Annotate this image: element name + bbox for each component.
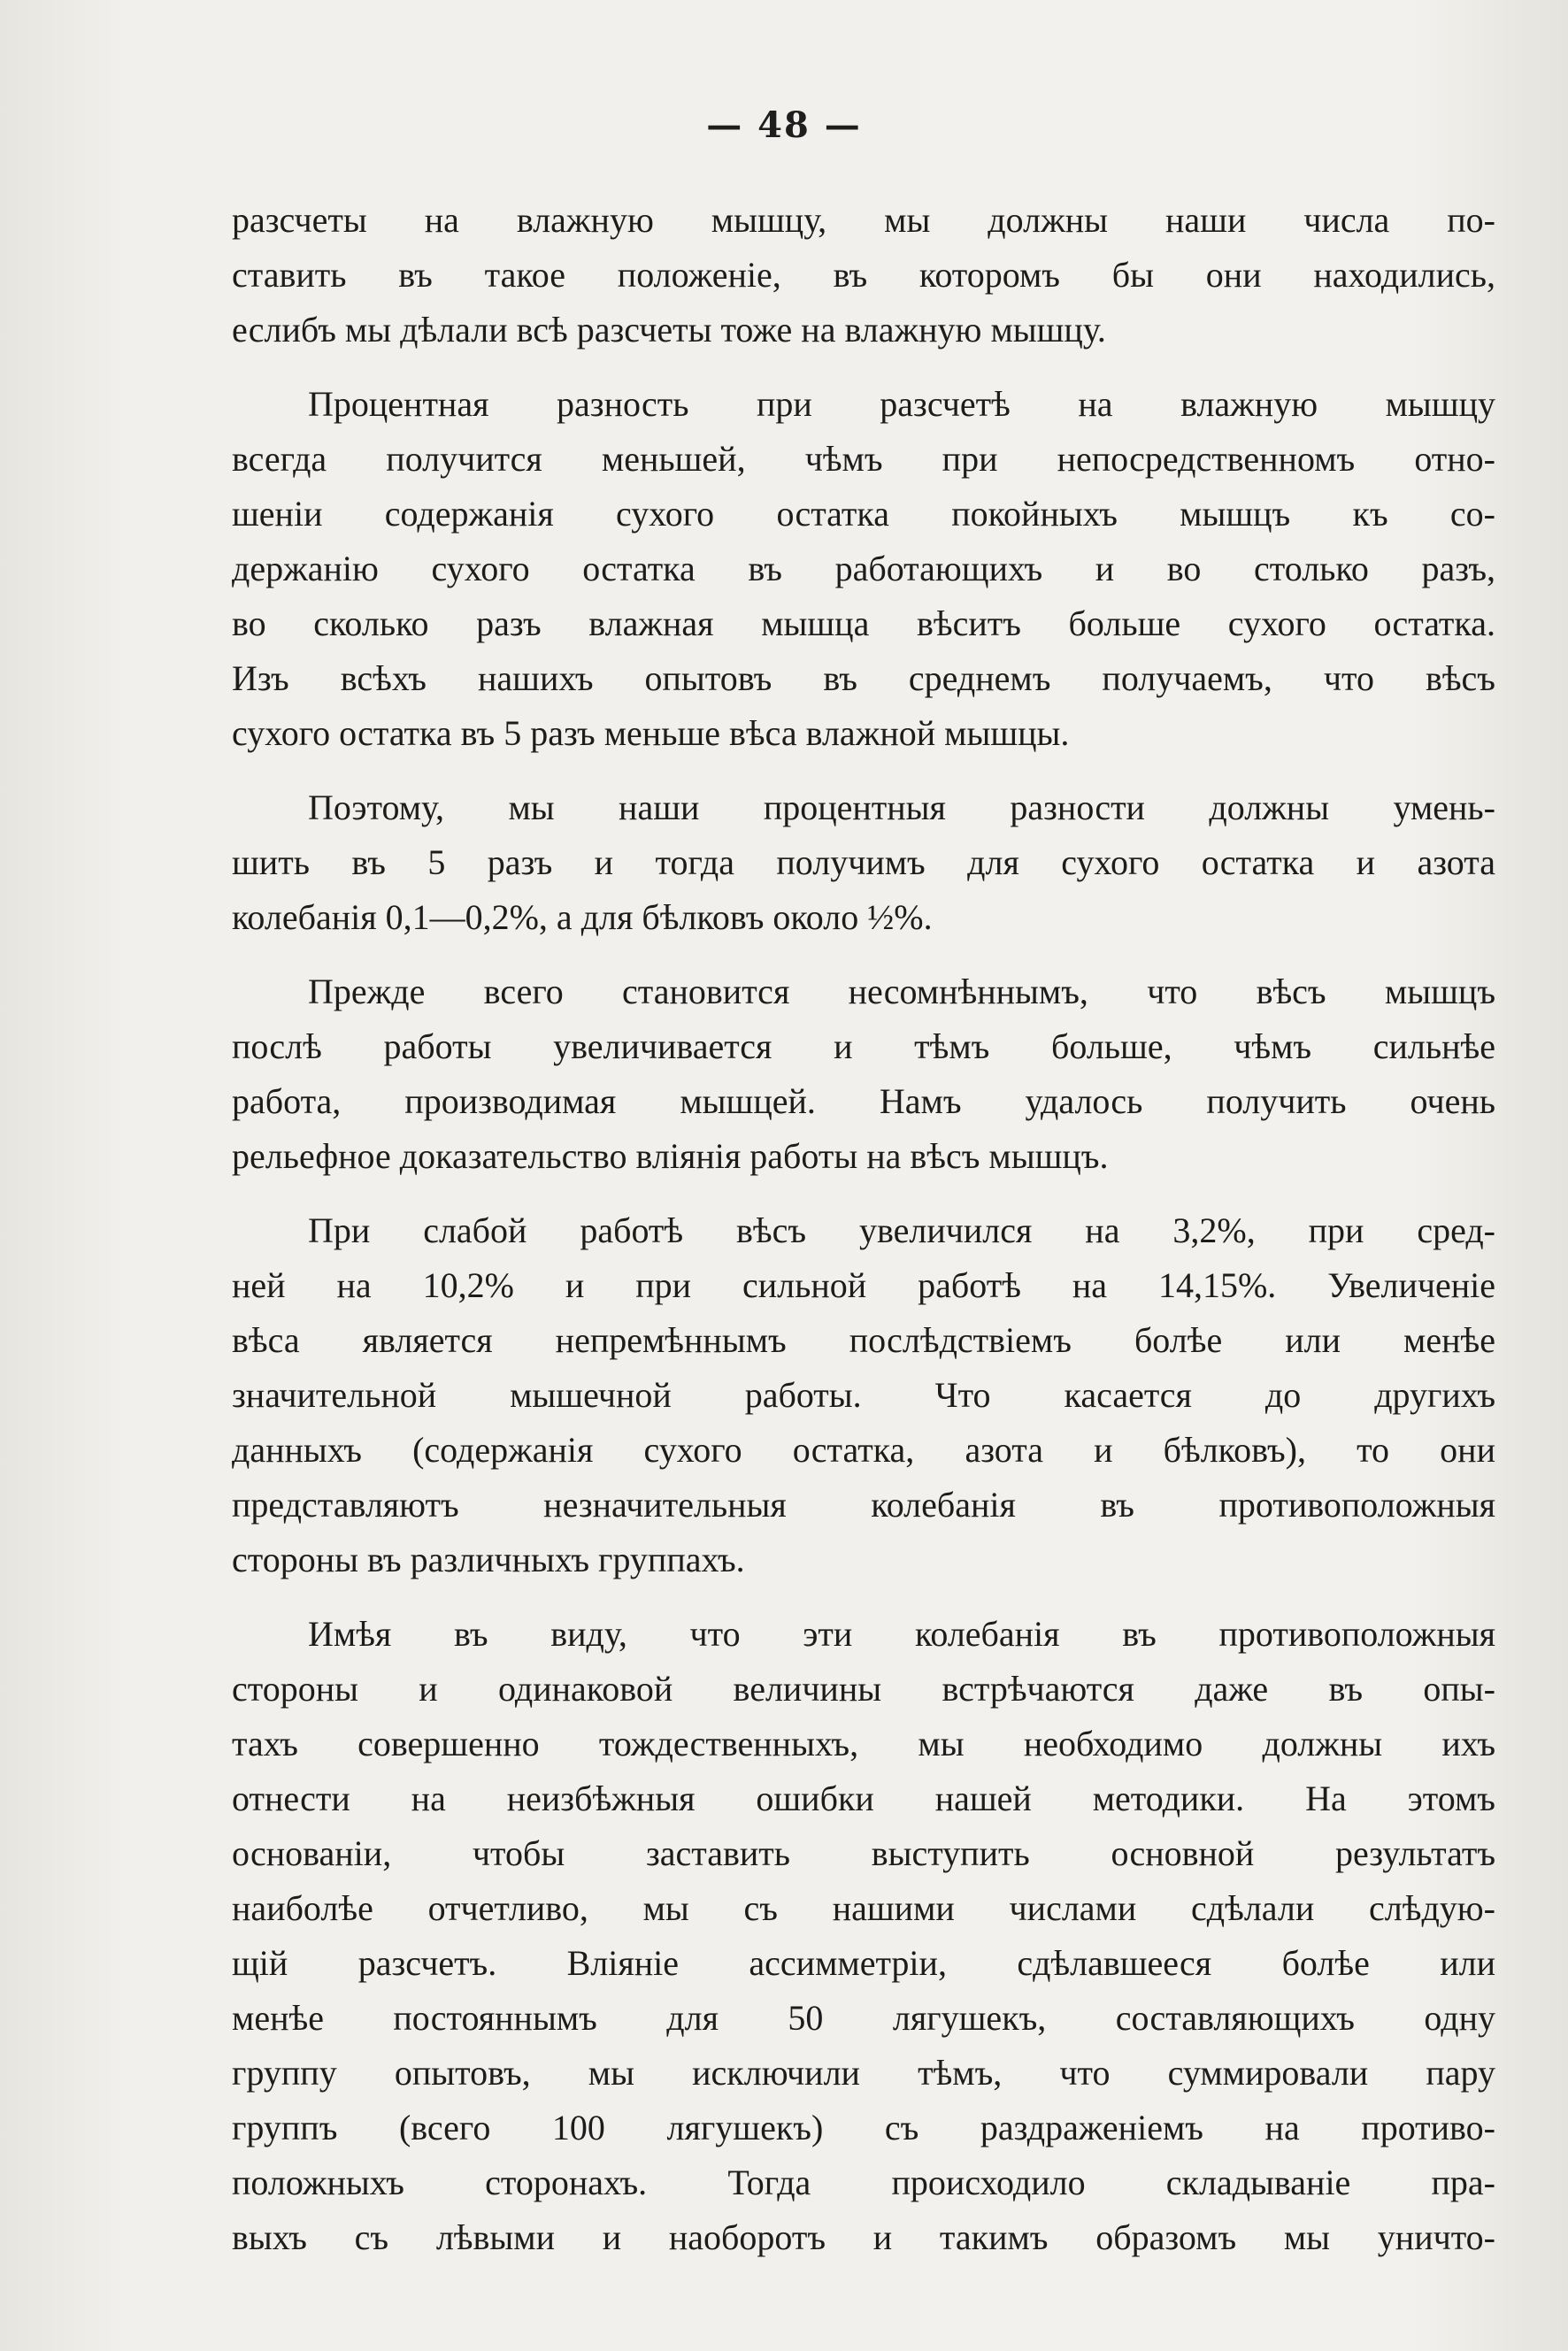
text-line: ней на 10,2% и при сильной работѣ на 14,15%. Увеличеніе [232, 1265, 1495, 1305]
text-line: разсчеты на влажную мышцу, мы должны наши числа по- [232, 200, 1495, 240]
text-line: положныхъ сторонахъ. Тогда происходило складываніе пра- [232, 2163, 1495, 2202]
text-line: еслибъ мы дѣлали всѣ разсчеты тоже на влажную мышцу. [232, 310, 1106, 350]
text-line: вѣса является непремѣннымъ послѣдствіемъ болѣе или менѣе [232, 1320, 1495, 1360]
text-line: шить въ 5 разъ и тогда получимъ для сухого остатка и азота [232, 842, 1495, 882]
page-number: — 48 — [706, 104, 862, 146]
text-line: стороны въ различныхъ группахъ. [232, 1540, 745, 1579]
text-line: послѣ работы увеличивается и тѣмъ больше, чѣмъ сильнѣе [232, 1026, 1495, 1066]
text-line: Имѣя въ виду, что эти колебанія въ противоположныя [308, 1614, 1495, 1654]
paragraph [232, 193, 1495, 357]
text-line: держанію сухого остатка въ работающихъ и во столько разъ, [232, 549, 1495, 588]
text-line: менѣе постояннымъ для 50 лягушекъ, составляющихъ одну [232, 1998, 1495, 2038]
text-line: сухого остатка въ 5 разъ меньше вѣса влажной мышцы. [232, 713, 1070, 753]
text-line: группъ (всего 100 лягушекъ) съ раздраженіемъ на противо- [232, 2108, 1495, 2147]
text-line: Поэтому, мы наши процентныя разности должны умень- [308, 788, 1495, 827]
body-text [232, 193, 1495, 2265]
paragraph [232, 377, 1495, 761]
text-line: щій разсчетъ. Вліяніе ассимметріи, сдѣлавшееся болѣе или [232, 1943, 1495, 1983]
paragraph [232, 1203, 1495, 1587]
text-line: основаніи, чтобы заставить выступить основной результатъ [232, 1833, 1495, 1873]
text-line: представляютъ незначительныя колебанія въ противоположныя [232, 1485, 1495, 1525]
text-line: стороны и одинаковой величины встрѣчаются даже въ опы- [232, 1669, 1495, 1709]
text-line: значительной мышечной работы. Что касается до другихъ [232, 1375, 1495, 1415]
text-line: данныхъ (содержанія сухого остатка, азота и бѣлковъ), то они [232, 1430, 1495, 1470]
text-line: При слабой работѣ вѣсъ увеличился на 3,2%, при сред- [308, 1210, 1495, 1250]
text-line: наиболѣе отчетливо, мы съ нашими числами сдѣлали слѣдую- [232, 1888, 1495, 1928]
text-line: ставить въ такое положеніе, въ которомъ бы они находились, [232, 255, 1495, 295]
paragraph [232, 780, 1495, 945]
text-line: тахъ совершенно тождественныхъ, мы необходимо должны ихъ [232, 1724, 1495, 1763]
text-line: работа, производимая мышцей. Намъ удалось получить очень [232, 1081, 1495, 1121]
text-line: всегда получится меньшей, чѣмъ при непосредственномъ отно- [232, 439, 1495, 479]
text-line: колебанія 0,1—0,2%, а для бѣлковъ около ½%. [232, 897, 933, 937]
paragraph [232, 1607, 1495, 2265]
text-line: рельефное доказательство вліянія работы на вѣсъ мышцъ. [232, 1136, 1109, 1176]
paragraph [232, 964, 1495, 1184]
text-line: группу опытовъ, мы исключили тѣмъ, что суммировали пару [232, 2053, 1495, 2093]
text-line: отнести на неизбѣжныя ошибки нашей методики. На этомъ [232, 1779, 1495, 1818]
text-line: Процентная разность при разсчетѣ на влажную мышцу [308, 384, 1495, 424]
text-line: Прежде всего становится несомнѣннымъ, что вѣсъ мышцъ [308, 972, 1495, 1011]
text-line: во сколько разъ влажная мышца вѣситъ больше сухого остатка. [232, 603, 1495, 643]
text-line: выхъ съ лѣвыми и наоборотъ и такимъ образомъ мы уничто- [232, 2217, 1495, 2257]
text-line: шеніи содержанія сухого остатка покойныхъ мышцъ къ со- [232, 494, 1495, 534]
text-line: Изъ всѣхъ нашихъ опытовъ въ среднемъ получаемъ, что вѣсъ [232, 658, 1495, 698]
